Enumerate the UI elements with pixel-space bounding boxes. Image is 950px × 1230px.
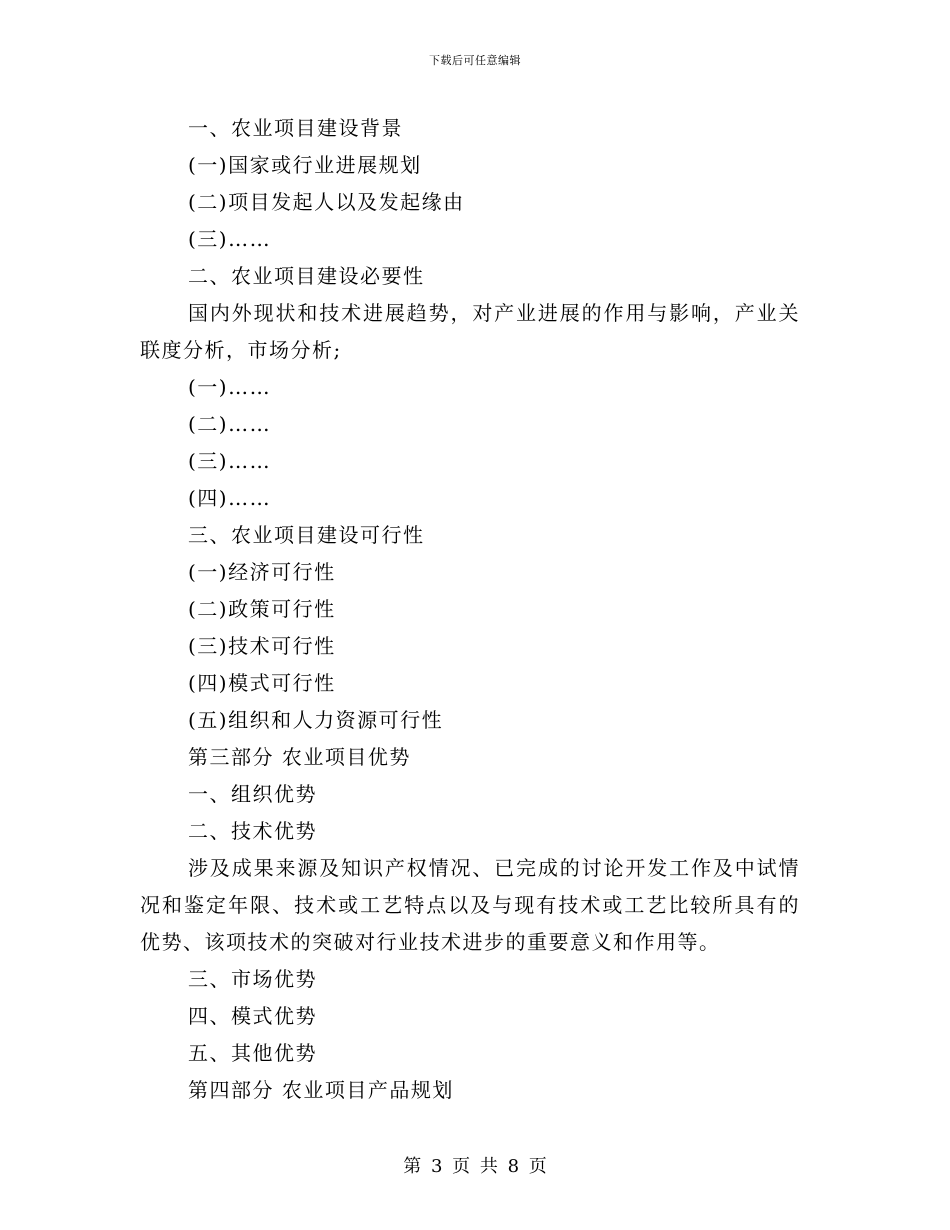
list-item: (五)组织和人力资源可行性: [188, 708, 444, 732]
list-item: (三)……: [188, 227, 272, 251]
list-item: (一)经济可行性: [188, 560, 336, 584]
section-heading: 五、其他优势: [188, 1041, 317, 1065]
list-item: (三)……: [188, 449, 272, 473]
paragraph: 涉及成果来源及知识产权情况、已完成的讨论开发工作及中试情况和鉴定年限、技术或工艺特点以及与现有技术或工艺比较所具有的优势、该项技术的突破对行业技术进步的重要意义和作用等。: [140, 856, 800, 954]
list-item: (四)模式可行性: [188, 671, 336, 695]
paragraph: 国内外现状和技术进展趋势，对产业进展的作用与影响，产业关联度分析，市场分析;: [140, 301, 800, 362]
list-item: (二)……: [188, 412, 272, 436]
section-heading: 二、技术优势: [188, 819, 317, 843]
list-item: (二)政策可行性: [188, 597, 336, 621]
document-body: [140, 110, 800, 1109]
section-heading: 二、农业项目建设必要性: [188, 264, 425, 288]
section-heading: 一、农业项目建设背景: [188, 116, 403, 140]
section-heading: 三、农业项目建设可行性: [188, 523, 425, 547]
list-item: (四)……: [188, 486, 272, 510]
section-heading: 一、组织优势: [188, 782, 317, 806]
list-item: (二)项目发起人以及发起缘由: [188, 190, 465, 214]
list-item: (一)……: [188, 375, 272, 399]
page-header: 下载后可任意编辑: [429, 54, 521, 67]
section-heading: 三、市场优势: [188, 967, 317, 991]
part-heading: 第四部分 农业项目产品规划: [188, 1078, 454, 1102]
section-heading: 四、模式优势: [188, 1004, 317, 1028]
list-item: (三)技术可行性: [188, 634, 336, 658]
list-item: (一)国家或行业进展规划: [188, 153, 422, 177]
page-number: 第 3 页 共 8 页: [403, 1156, 547, 1177]
part-heading: 第三部分 农业项目优势: [188, 745, 411, 769]
